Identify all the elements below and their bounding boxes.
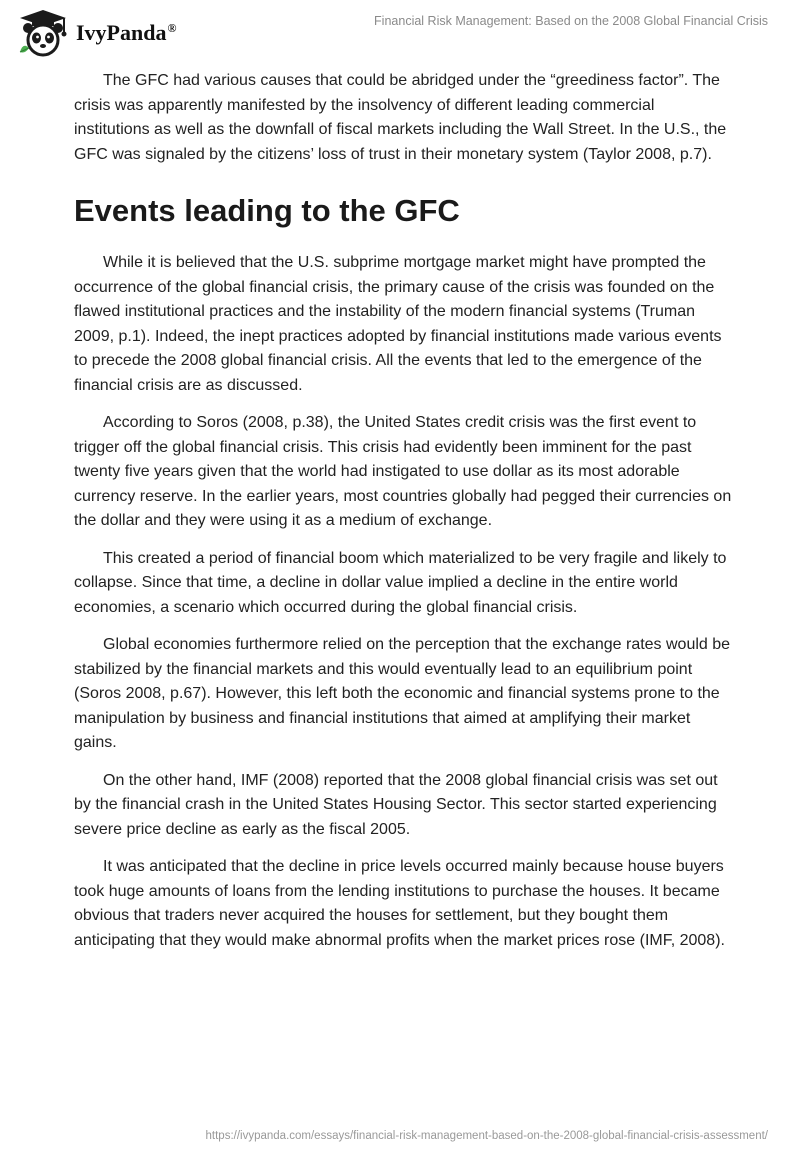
paragraph: While it is believed that the U.S. subprime mortgage market might have prompted the occurrence of the global financial crisis, the primary cause of the crisis was founded on the flawed institutional practices and the instability of the modern financial systems (Truman 2009, p.1). Indeed, the inept practices adopted by financial institutions made various events to precede the 2008 global financial crisis. All the events that led to the emergence of the financial crisis are as discussed. [74,254,722,394]
paragraph: It was anticipated that the decline in price levels occurred mainly because house buyers took huge amounts of loans from the lending institutions to purchase the houses. It became obvious that traders never acquired the houses for settlement, but they bought them anticipating that they would make abnormal profits when the market prices rose (IMF, 2008). [74,858,725,949]
ivypanda-logo[interactable] [14,8,214,58]
paragraph: According to Soros (2008, p.38), the United States credit crisis was the first event to trigger off the global financial crisis. This crisis had evidently been imminent for the past twenty five years given that the world had instigated to use dollar as its most adorable currency reserve. In the earlier years, most countries globally had pegged their currencies on the dollar and they were using it as a medium of exchange. [74,414,732,529]
paragraph: Global economies furthermore relied on the perception that the exchange rates would be stabilized by the financial markets and this would eventually lead to an equilibrium point (Soros 2008, p.67). However, this left both the economic and financial systems prone to the manipulation by business and financial institutions that aimed at amplifying their market gains. [74,636,731,751]
panda-graduate-icon [14,8,72,58]
paragraph-intro: The GFC had various causes that could be abridged under the “greediness factor”. The crisis was apparently manifested by the insolvency of different leading commercial institutions as well as the downfall of fiscal markets including the Wall Street. In the U.S., the GFC was signaled by the citizens’ loss of trust in their monetary system (Taylor 2008, p.7). [74,72,727,163]
section-heading: Events leading to the GFC [74,193,460,228]
source-url-link[interactable]: https://ivypanda.com/essays/financial-risk-management-based-on-the-2008-global-financial-crisis-assessment/ [205,1130,768,1142]
paragraph: On the other hand, IMF (2008) reported that the 2008 global financial crisis was set out by the financial crash in the United States Housing Sector. This sector started experiencing severe price decline as early as the fiscal 2005. [74,771,718,838]
page-header [0,0,800,70]
registered-mark: ® [167,21,177,35]
brand-name: IvyPanda® [76,20,177,45]
document-title: Financial Risk Management: Based on the 2008 Global Financial Crisis [374,14,768,28]
article-body [74,69,734,966]
paragraph: This created a period of financial boom which materialized to be very fragile and likely to collapse. Since that time, a decline in dollar value implied a decline in the entire world economies, a scenario which occurred during the global financial crisis. [74,549,727,616]
